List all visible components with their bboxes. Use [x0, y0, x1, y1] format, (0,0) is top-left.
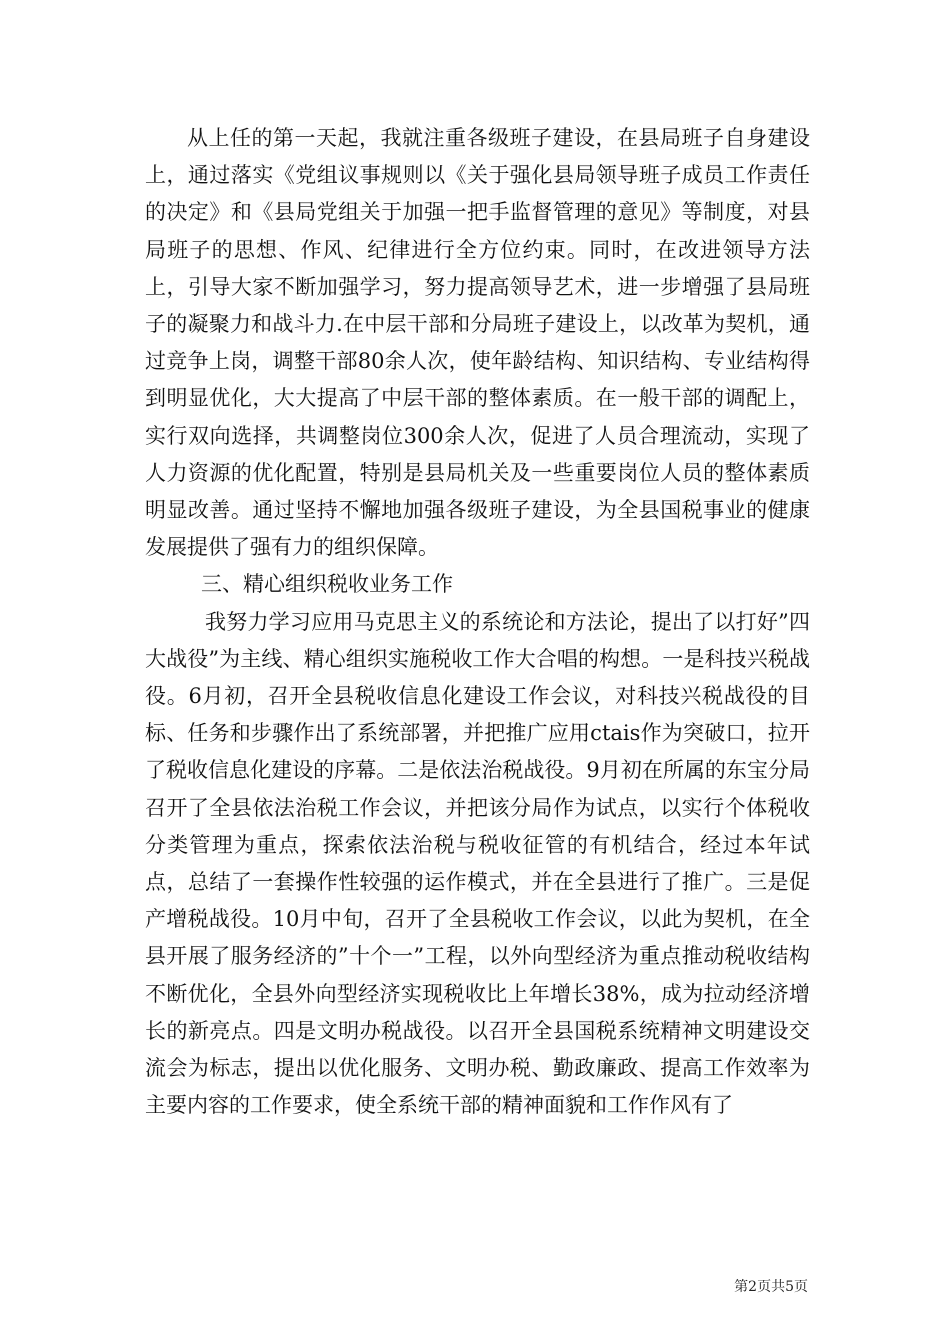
paragraph-four-campaigns: 我努力学习应用马克思主义的系统论和方法论，提出了以打好”四大战役”为主线、精心组织实施税收工作大合唱的构想。一是科技兴税战役。6月初，召开全县税收信息化建设工作会议，对科技兴税战役的目标、任务和步骤作出了系统部署，并把推广应用ctais作为突破口，拉开了税收信息化建设的序幕。二是依法治税战役。9月初在所属的东宝分局召开了全县依法治税工作会议，并把该分局作为试点，以实行个体税收分类管理为重点，探索依法治税与税收征管的有机结合，经过本年试点，总结了一套操作性较强的运作模式，并在全县进行了推广。三是促产增税战役。10月中旬，召开了全县税收工作会议，以此为契机，在全县开展了服务经济的”十个一”工程，以外向型经济为重点推动税收结构不断优化，全县外向型经济实现税收比上年增长38%，成为拉动经济增长的新亮点。四是文明办税战役。以召开全县国税系统精神文明建设交流会为标志，提出以优化服务、文明办税、勤政廉政、提高工作效率为主要内容的工作要求，使全系统干部的精神面貌和工作作风有了: [145, 609, 810, 1118]
paragraph-team-building: 从上任的第一天起，我就注重各级班子建设，在县局班子自身建设上，通过落实《党组议事规则以《关于强化县局领导班子成员工作责任的决定》和《县局党组关于加强一把手监督管理的意见》等制度，对县局班子的思想、作风、纪律进行全方位约束。同时，在改进领导方法上，引导大家不断加强学习，努力提高领导艺术，进一步增强了县局班子的凝聚力和战斗力.在中层干部和分局班子建设上，以改革为契机，通过竞争上岗，调整干部80余人次，使年龄结构、知识结构、专业结构得到明显优化，大大提高了中层干部的整体素质。在一般干部的调配上，实行双向选择，共调整岗位300余人次，促进了人员合理流动，实现了人力资源的优化配置，特别是县局机关及一些重要岗位人员的整体素质明显改善。通过坚持不懈地加强各级班子建设，为全县国税事业的健康发展提供了强有力的组织保障。: [145, 126, 810, 560]
section-heading-tax-work: 三、精心组织税收业务工作: [201, 572, 453, 597]
page-number-footer: 第2页共5页: [734, 1279, 808, 1295]
document-body: [145, 120, 810, 1124]
